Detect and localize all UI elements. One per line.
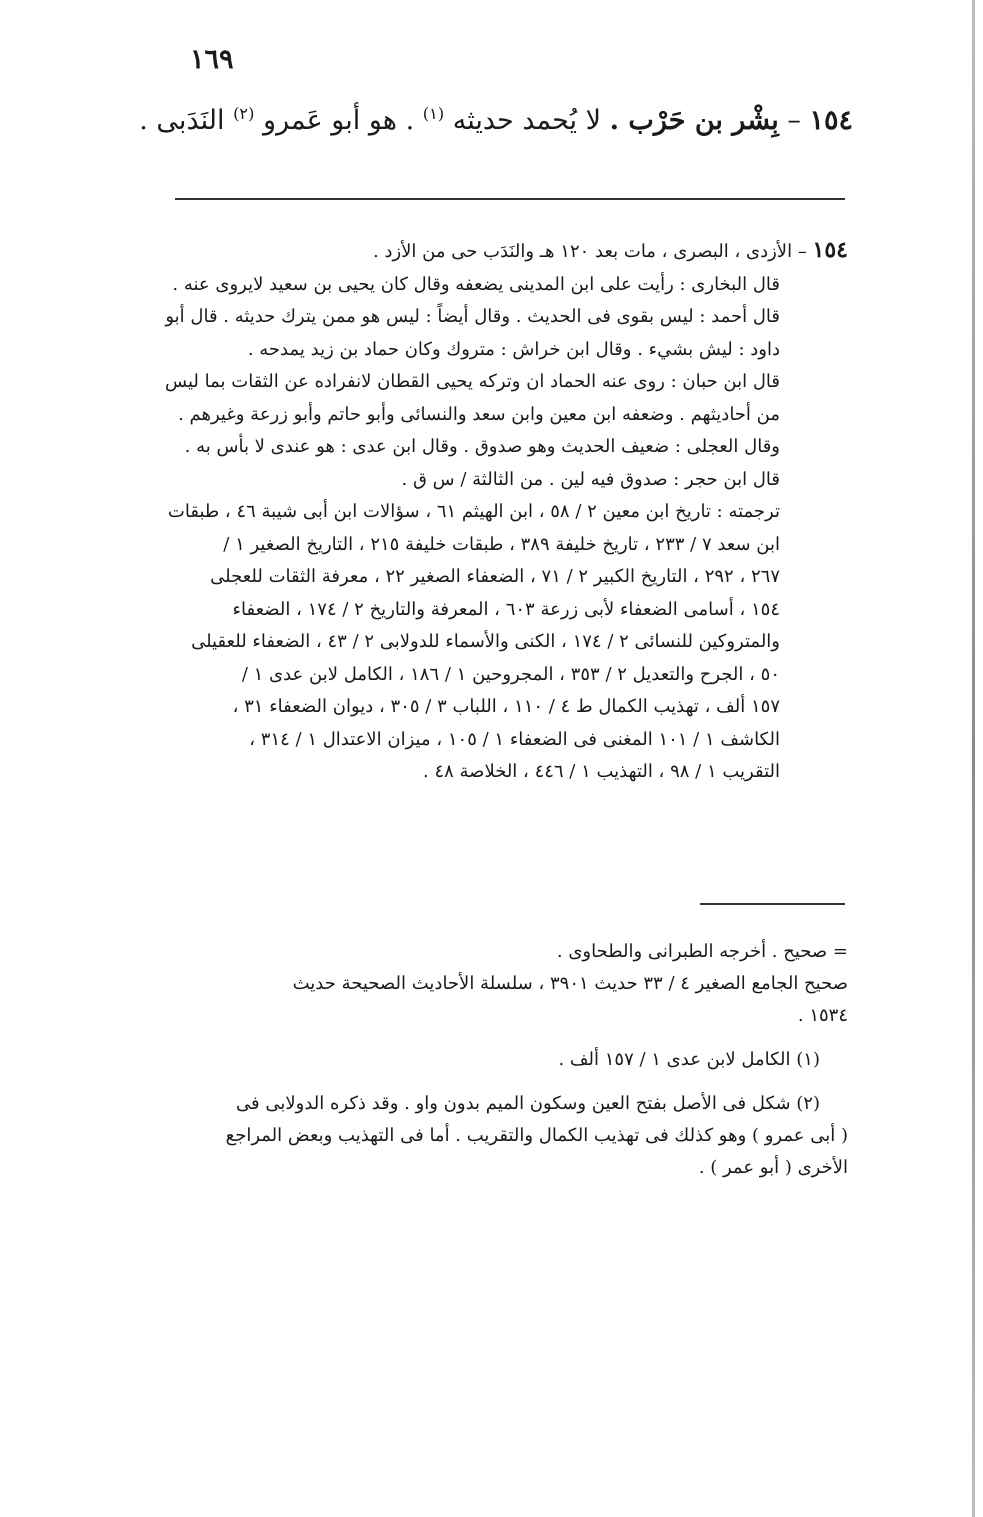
- notes-line: ٥٠ ، الجرح والتعديل ٢ / ٣٥٣ ، المجروحين ١ / ١٨٦ ، الكامل لابن عدى ١ /: [241, 663, 780, 685]
- notes-line: ١٥٧ ألف ، تهذيب الكمال ط ٤ / ١١٠ ، اللباب ٣ / ٣٠٥ ، ديوان الضعفاء ٣١ ،: [232, 696, 780, 717]
- footnote-2-line: الأخرى ( أبو عمر ) .: [698, 1157, 848, 1178]
- footnote-divider: [700, 903, 845, 905]
- notes-line: ١٥٤ ، أسامى الضعفاء لأبى زرعة ٦٠٣ ، المعرفة والتاريخ ٢ / ١٧٤ ، الضعفاء: [232, 598, 780, 620]
- notes-line: ترجمته : تاريخ ابن معين ٢ / ٥٨ ، ابن الهيثم ٦١ ، سؤالات ابن أبى شيبة ٤٦ ، طبقات: [167, 501, 780, 522]
- footnote-ref-2: (٢): [233, 104, 255, 123]
- notes-line: من أحاديثهم . وضعفه ابن معين وابن سعد والنسائى وأبو حاتم وأبو زرعة وغيرهم .: [178, 403, 780, 425]
- footnote-continuation-line: = صحيح . أخرجه الطبرانى والطحاوى .: [556, 941, 848, 962]
- footnote-1: (١) الكامل لابن عدى ١ / ١٥٧ ألف .: [558, 1049, 820, 1070]
- notes-line: قال أحمد : ليس بقوى فى الحديث . وقال أيضاً : ليس هو ممن يترك حديثه . قال أبو: [165, 306, 780, 327]
- footnote-2-line: (٢) شكل فى الأصل بفتح العين وسكون الميم بدون واو . وقد ذكره الدولابى فى: [236, 1093, 820, 1114]
- notes-line: قال ابن حبان : روى عنه الحماد ان وتركه يحيى القطان لانفراده عن الثقات بما ليس: [165, 371, 780, 392]
- notes-line-text: الأزدى ، البصرى ، مات بعد ١٢٠ هـ والنَدَب حى من الأزد .: [373, 241, 793, 262]
- entry-text-2: . هو أبو عَمرو: [263, 105, 415, 136]
- biography-notes: [158, 234, 848, 789]
- page-number: ١٦٩: [190, 44, 234, 75]
- notes-line: التقريب ١ / ٩٨ ، التهذيب ١ / ٤٤٦ ، الخلاصة ٤٨ .: [423, 761, 780, 782]
- footnote-continuation-line: صحيح الجامع الصغير ٤ / ٣٣ حديث ٣٩٠١ ، سلسلة الأحاديث الصحيحة حديث: [292, 973, 848, 994]
- footnote-2-line: ( أبى عمرو ) وهو كذلك فى تهذيب الكمال والتقريب . أما فى التهذيب وبعض المراجع: [225, 1125, 848, 1146]
- notes-entry-number: ١٥٤: [812, 237, 848, 263]
- entry-text: لا يُحمد حديثه: [452, 105, 602, 136]
- notes-line: [158, 234, 848, 269]
- footnotes: [138, 936, 848, 1184]
- notes-line: الكاشف ١ / ١٠١ المغنى فى الضعفاء ١ / ١٠٥ ، ميزان الاعتدال ١ / ٣١٤ ،: [249, 728, 780, 750]
- notes-line: ابن سعد ٧ / ٢٣٣ ، تاريخ خليفة ٣٨٩ ، طبقات خليفة ٢١٥ ، التاريخ الصغير ١ /: [223, 533, 780, 555]
- notes-line: ٢٦٧ ، ٢٩٢ ، التاريخ الكبير ٢ / ٧١ ، الضعفاء الصغير ٢٢ ، معرفة الثقات للعجلى: [210, 566, 780, 587]
- footnote-continuation-line: ١٥٣٤ .: [797, 1005, 848, 1026]
- notes-line: والمتروكين للنسائى ٢ / ١٧٤ ، الكنى والأسماء للدولابى ٢ / ٤٣ ، الضعفاء للعقيلى: [191, 631, 780, 652]
- notes-line: قال البخارى : رأيت على ابن المدينى يضعفه وقال كان يحيى بن سعيد لايروى عنه .: [172, 273, 780, 295]
- footnote-ref-1: (١): [422, 104, 445, 123]
- entry-name: بِشْر بن حَرْب .: [609, 105, 779, 136]
- entry-dash: –: [787, 105, 801, 136]
- main-entry: [133, 102, 853, 140]
- scan-edge-line: [972, 0, 975, 1517]
- notes-line: وقال العجلى : ضعيف الحديث وهو صدوق . وقال ابن عدى : هو عندى لا بأس به .: [184, 436, 780, 457]
- notes-line: قال ابن حجر : صدوق فيه لين . من الثالثة / س ق .: [401, 468, 780, 490]
- entry-text-3: النَدَبى .: [139, 105, 225, 136]
- entry-number: ١٥٤: [809, 105, 853, 136]
- top-divider: [175, 198, 845, 200]
- notes-line: داود : ليش بشيء . وقال ابن خراش : متروك وكان حماد بن زيد يمدحه .: [247, 338, 780, 360]
- notes-dash: –: [797, 241, 807, 262]
